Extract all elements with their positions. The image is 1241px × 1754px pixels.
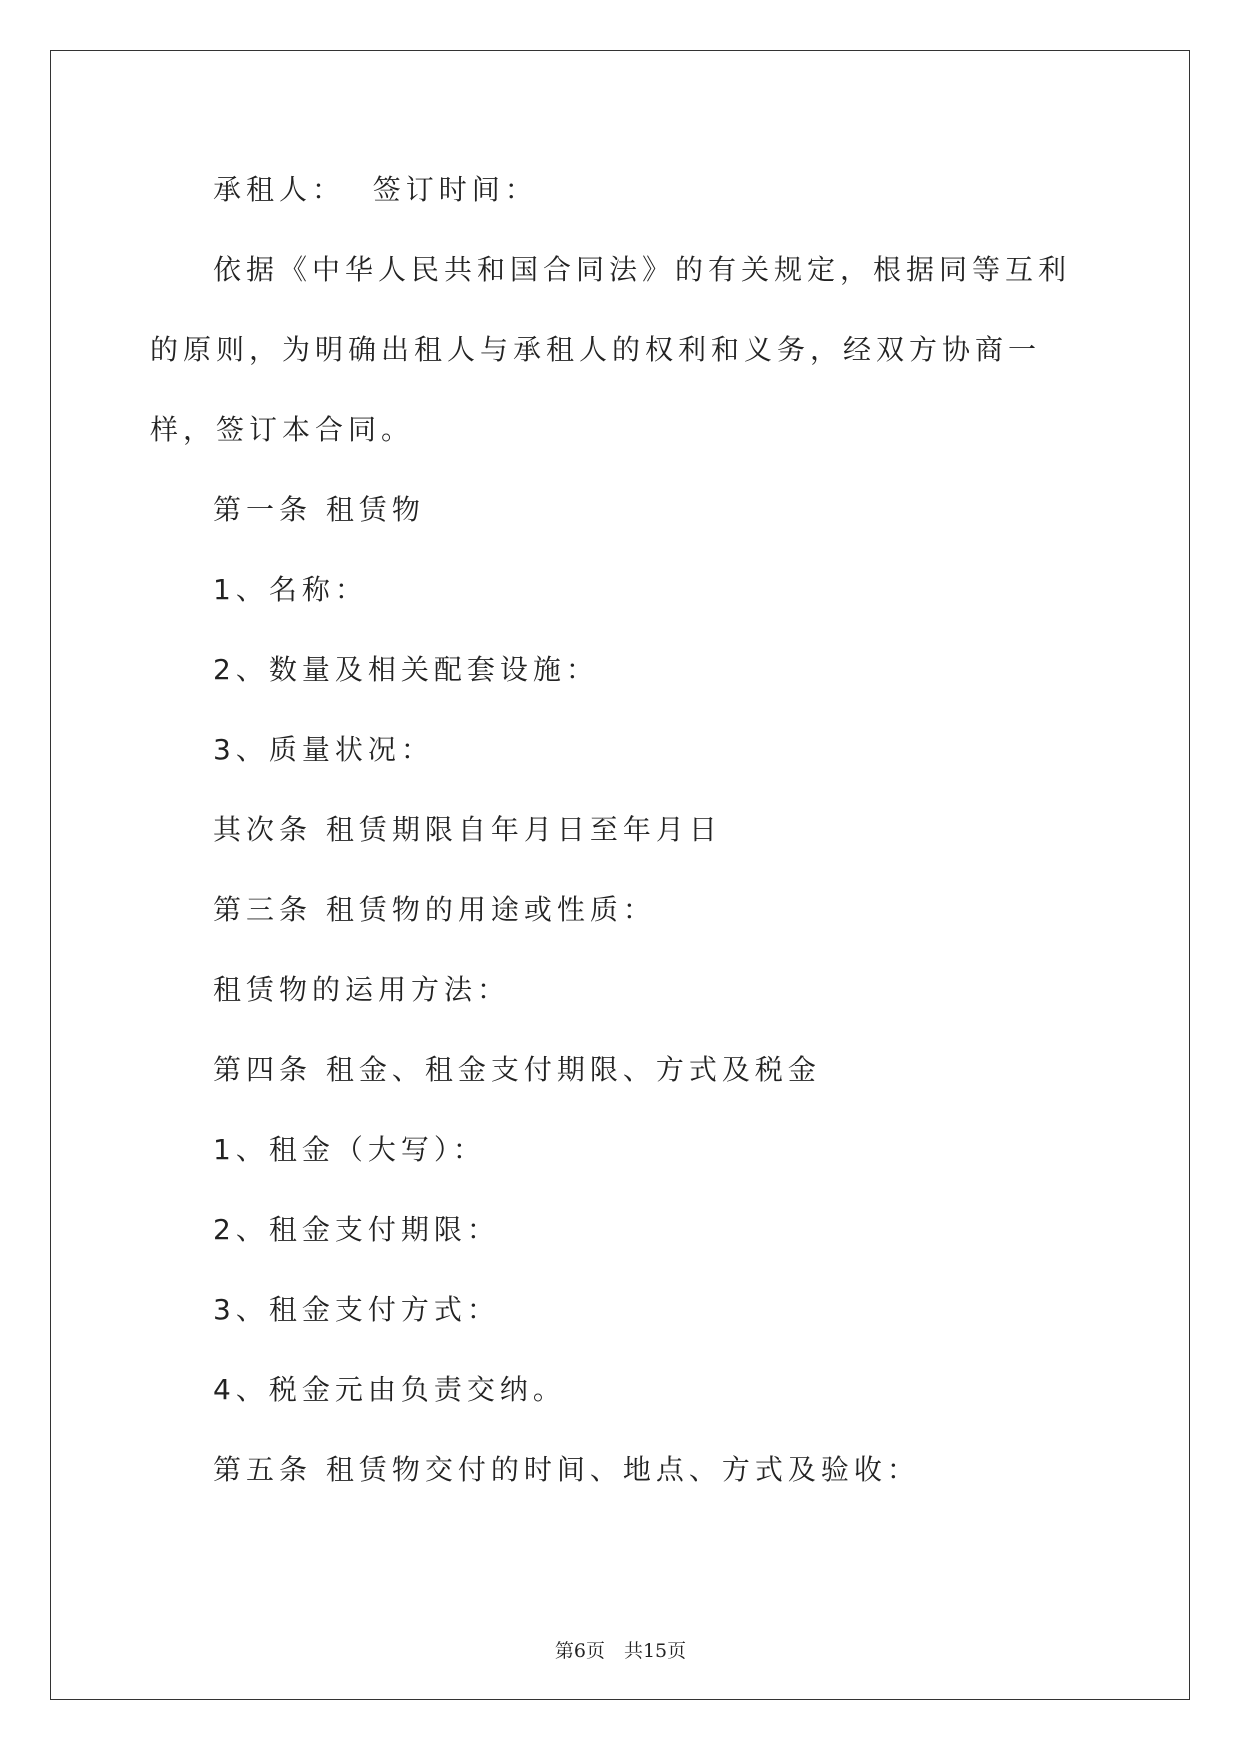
signing-info-line: 承租人： 签订时间： [213,173,538,206]
preamble-paragraph: 依据《中华人民共和国合同法》的有关规定，根据同等互利的原则，为明确出租人与承租人的权利和义务，经双方协商一样，签订本合同。 [150,253,1072,446]
article-4-item-2: 2、租金支付期限： [213,1213,500,1246]
article-1-heading: 第一条 租赁物 [213,493,425,526]
article-4-item-4: 4、税金元由负责交纳。 [213,1373,566,1406]
article-1-item-1: 1、名称： [213,573,368,606]
article-3-usage-line: 租赁物的运用方法： [213,973,511,1006]
article-4-heading: 第四条 租金、租金支付期限、方式及税金 [213,1053,821,1086]
article-4-item-1: 1、租金（大写）： [213,1133,486,1166]
article-3-heading: 第三条 租赁物的用途或性质： [213,893,656,926]
page-number-footer: 第6页 共15页 [554,1640,687,1662]
article-2-heading: 其次条 租赁期限自年月日至年月日 [213,813,722,846]
article-5-heading: 第五条 租赁物交付的时间、地点、方式及验收： [213,1453,920,1486]
article-1-item-3: 3、质量状况： [213,733,434,766]
document-body [150,150,1095,1510]
article-4-item-3: 3、租金支付方式： [213,1293,500,1326]
article-1-item-2: 2、数量及相关配套设施： [213,653,599,686]
